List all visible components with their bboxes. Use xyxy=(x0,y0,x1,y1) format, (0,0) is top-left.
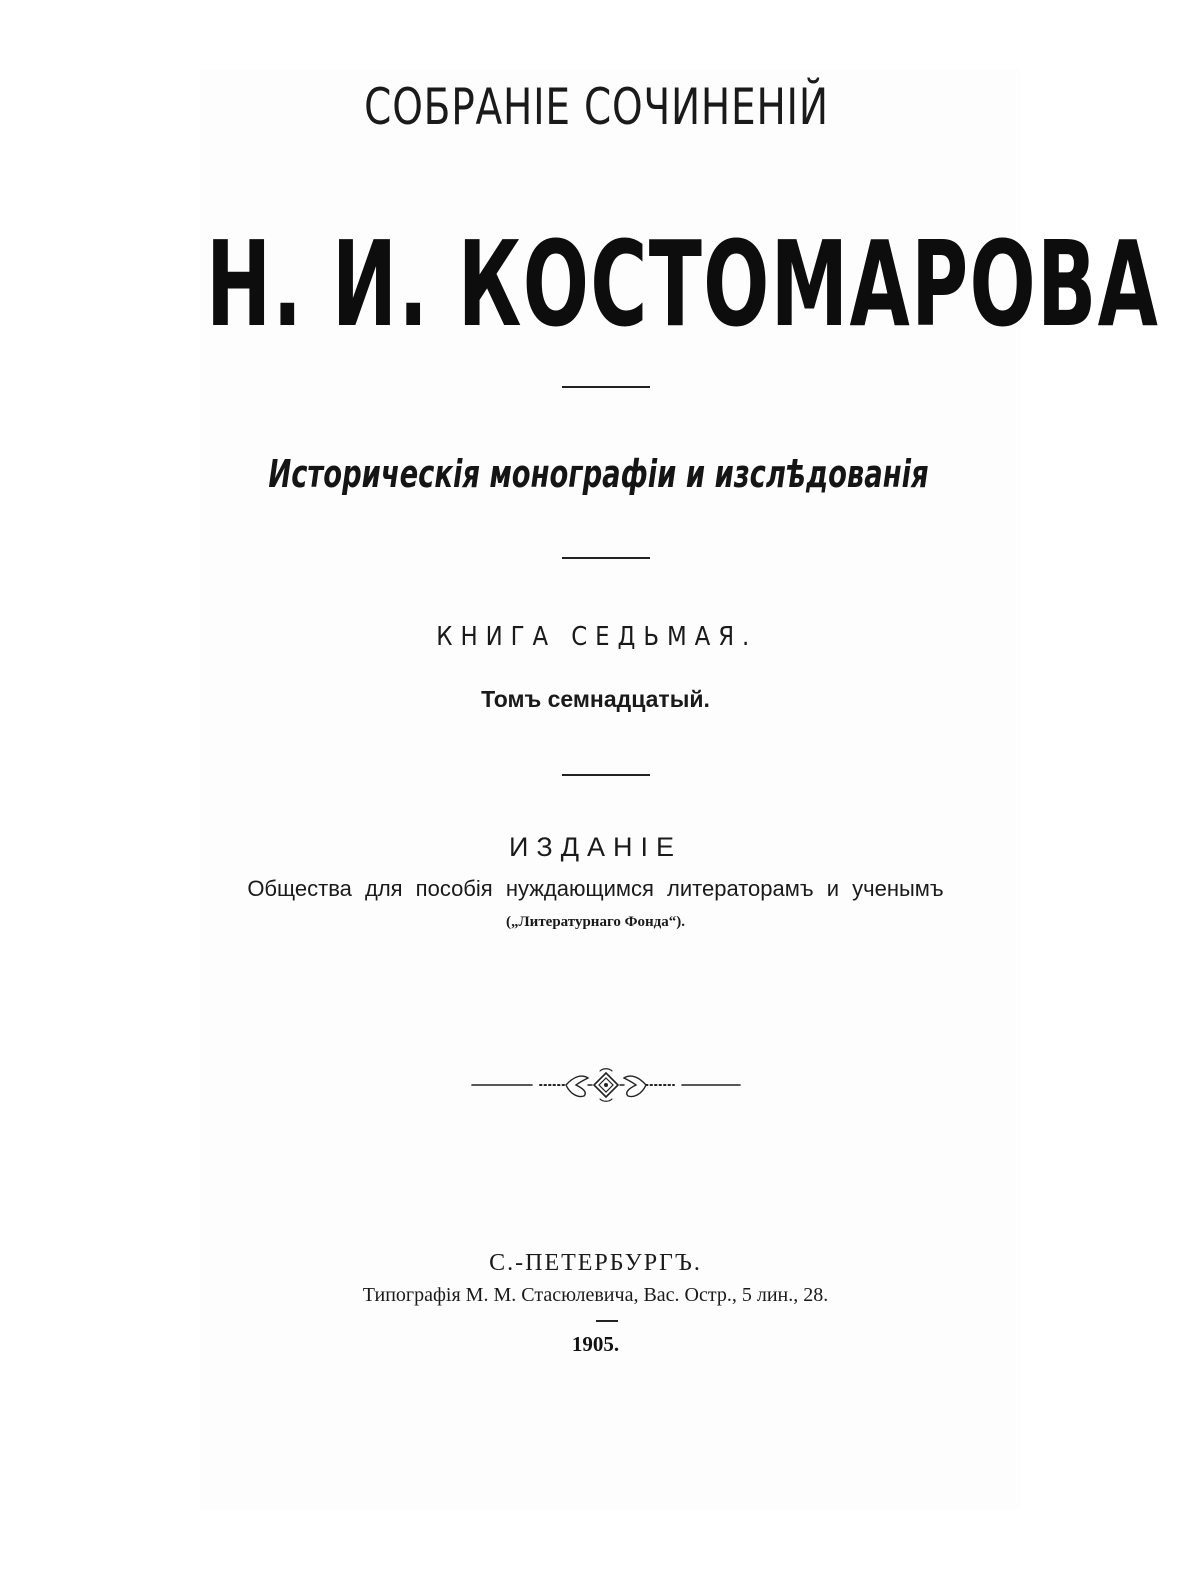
divider-rule xyxy=(562,386,650,388)
subtitle: Историческія монографіи и изслѣдованія xyxy=(268,452,929,496)
printer-info: Типографія М. М. Стасюлевича, Вас. Остр., 5 лин., 28. xyxy=(362,1284,829,1306)
divider-rule xyxy=(562,557,650,559)
divider-rule xyxy=(562,774,650,776)
author-name: Н. И. КОСТОМАРОВА xyxy=(206,215,1160,353)
city: С.-ПЕТЕРБУРГЪ. xyxy=(489,1250,702,1276)
publisher-note: („Литературнаго Фонда“). xyxy=(506,914,685,930)
divider-rule xyxy=(596,1320,618,1322)
book-number: КНИГА СЕДЬМАЯ. xyxy=(436,622,758,652)
edition-heading: ИЗДАНІЕ xyxy=(508,832,683,862)
publisher-name: Общества для пособія нуждающимся литераторамъ и ученымъ xyxy=(247,876,944,901)
volume-number: Томъ семнадцатый. xyxy=(481,686,710,712)
floral-divider-icon xyxy=(470,1066,742,1106)
series-title: СОБРАНІЕ СОЧИНЕНІЙ xyxy=(364,78,829,136)
publication-year: 1905. xyxy=(571,1332,620,1356)
